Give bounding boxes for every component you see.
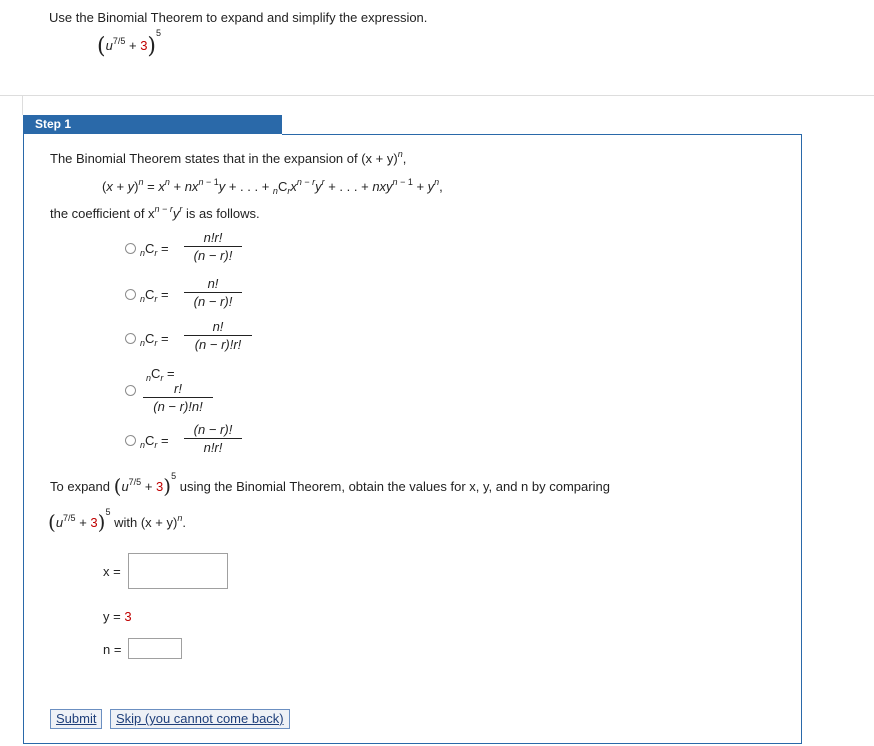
theorem-intro: The Binomial Theorem states that in the expansion of $(x + y)^n$, [50,149,407,166]
submit-button[interactable]: Submit [50,709,102,729]
option-3-ncr: $_nC_r$ = [140,331,169,348]
option-4-radio[interactable] [125,385,136,396]
option-2-ncr: $_nC_r$ = [140,287,169,304]
x-input[interactable] [128,553,228,589]
skip-button[interactable]: Skip (you cannot come back) [110,709,290,729]
option-5-radio[interactable] [125,435,136,446]
option-4-fraction: $\frac{r!}{(n - r)!n!}$ [143,381,213,414]
option-2-fraction: $\frac{n!}{(n - r)!}$ [184,276,242,309]
option-2-radio[interactable] [125,289,136,300]
step-title: Step 1 [23,115,282,134]
divider [0,95,874,96]
option-5-fraction: $\frac{(n - r)!}{n!r!}$ [184,422,242,455]
option-3-radio[interactable] [125,333,136,344]
option-1-radio[interactable] [125,243,136,254]
question-expression: $(u^{7/5} + 3)^5$ [97,28,162,59]
option-4-ncr: $_nC_r$ = [146,366,175,383]
y-value: 3 [124,609,132,624]
option-1-ncr: $_nC_r$ = [140,241,169,258]
compare-line: $(u^{7/5} + 3)^5$ with $(x + y)^n$. [48,507,186,534]
theorem-formula: $(x + y)^n = x^n + nx^{n - 1}y$ + . . . + $_nC_rx^{n - r}y^r$ + . . . + $nxy^{n - 1} + y^n$, [102,177,443,196]
question-prompt: Use the Binomial Theorem to expand and simplify the expression. [49,10,428,25]
left-rule [22,95,23,115]
x-label: x = [103,564,121,579]
expand-instruction: To expand $(u^{7/5} + 3)^5$ using the Binomial Theorem, obtain the values for x, y, and n by comparing [50,471,610,498]
coefficient-text: the coefficient of $x^{n - r}y^r$ is as follows. [50,204,260,221]
option-3-fraction: $\frac{n!}{(n - r)!r!}$ [184,319,252,352]
y-label: y = 3 [103,609,132,624]
n-input[interactable] [128,638,182,659]
n-label: n = [103,642,122,657]
option-1-fraction: $\frac{n!r!}{(n - r)!}$ [184,230,242,263]
option-5-ncr: $_nC_r$ = [140,433,169,450]
